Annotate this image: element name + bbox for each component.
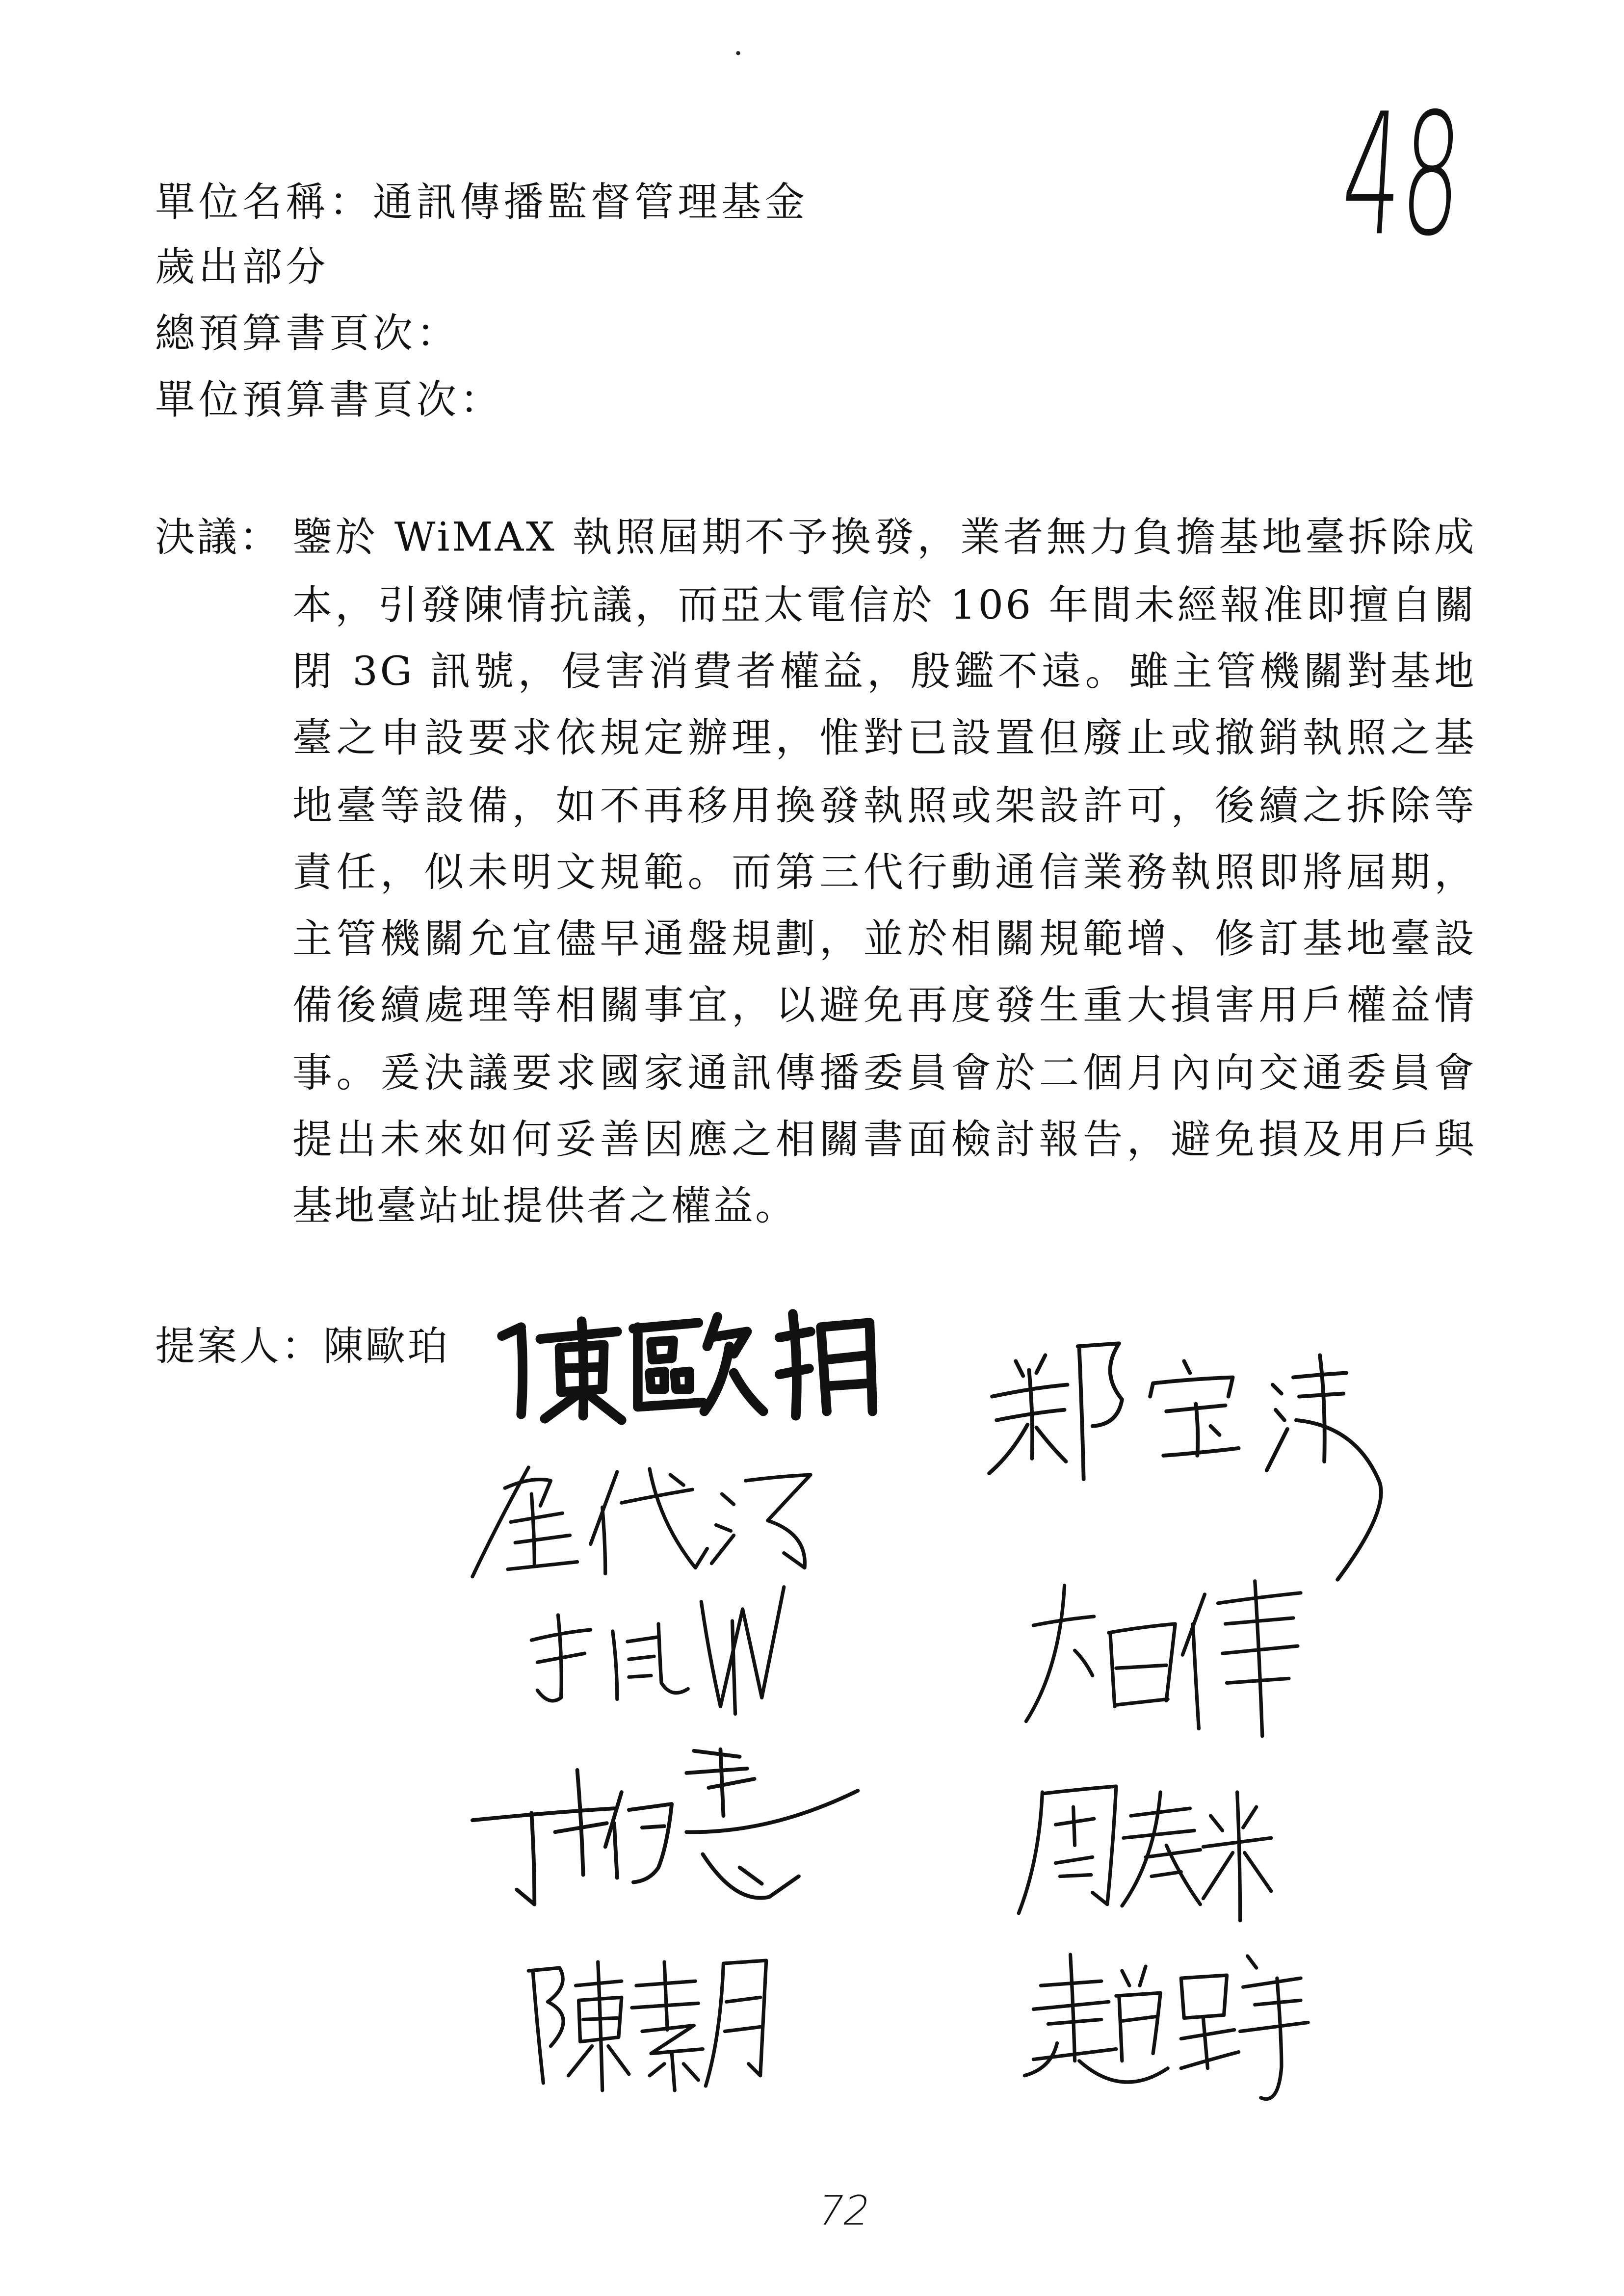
signature-cosigner xyxy=(472,1749,858,1905)
signature-cosigner xyxy=(1019,1786,1271,1921)
signature-strokes xyxy=(502,1314,872,1420)
signature-strokes xyxy=(472,1749,858,1905)
signature-strokes xyxy=(989,1343,1381,1579)
resolution-line: 基地臺站址提供者之權益。 xyxy=(292,1184,797,1230)
signature-strokes xyxy=(1019,1786,1271,1921)
signature-cosigner xyxy=(472,1467,811,1577)
resolution-line: 地臺等設備，如不再移用換發執照或架設許可，後續之拆除等 xyxy=(292,783,1477,829)
signature-cosigner xyxy=(1026,1581,1301,1736)
resolution-line: 提出未來如何妥善因應之相關書面檢討報告，避免損及用戶與 xyxy=(292,1117,1477,1164)
signature-strokes xyxy=(1024,1955,1308,2099)
signature-strokes xyxy=(472,1467,811,1577)
signature-cosigner xyxy=(989,1343,1381,1579)
signature-cosigner xyxy=(1024,1955,1308,2099)
signature-strokes xyxy=(531,1587,784,1714)
signature-strokes xyxy=(1026,1581,1301,1736)
resolution-line: 主管機關允宜儘早通盤規劃，並於相關規範增、修訂基地臺設 xyxy=(292,917,1477,963)
signature-strokes xyxy=(528,1960,766,2090)
resolution-line: 鑒於 WiMAX 執照屆期不予換發，業者無力負擔基地臺拆除成 xyxy=(292,516,1477,562)
resolution-line: 臺之申設要求依規定辦理，惟對已設置但廢止或撤銷執照之基 xyxy=(292,716,1477,762)
handwritten-page-number: 72 xyxy=(812,2187,875,2235)
resolution-line: 備後續處理等相關事宜，以避免再度發生重大損害用戶權益情 xyxy=(292,984,1477,1030)
resolution-line: 責任，似未明文規範。而第三代行動通信業務執照即將屆期， xyxy=(292,850,1477,896)
proposer-name: 陳歐珀 xyxy=(323,1323,450,1369)
resolution-line: 本，引發陳情抗議，而亞太電信於 106 年間未經報准即擅自關 xyxy=(292,582,1477,628)
budget-section-line: 歲出部分 xyxy=(155,245,330,291)
unit-name-line: 單位名稱：通訊傳播監督管理基金 xyxy=(155,180,809,226)
scan-speck xyxy=(736,51,740,55)
resolution-label: 決議： xyxy=(155,516,282,562)
proposer-label: 提案人： xyxy=(155,1323,323,1369)
resolution-line: 閉 3G 訊號，侵害消費者權益，殷鑑不遠。雖主管機關對基地 xyxy=(292,649,1477,696)
general-budget-page-line: 總預算書頁次： xyxy=(155,312,460,358)
unit-budget-page-line: 單位預算書頁次： xyxy=(155,377,504,423)
signature-cosigner xyxy=(531,1587,784,1714)
handwritten-number: 48 xyxy=(1337,77,1467,273)
signature-cosigner xyxy=(528,1960,766,2090)
signature-proposer xyxy=(502,1314,872,1420)
resolution-line: 事。爰決議要求國家通訊傳播委員會於二個月內向交通委員會 xyxy=(292,1050,1477,1096)
